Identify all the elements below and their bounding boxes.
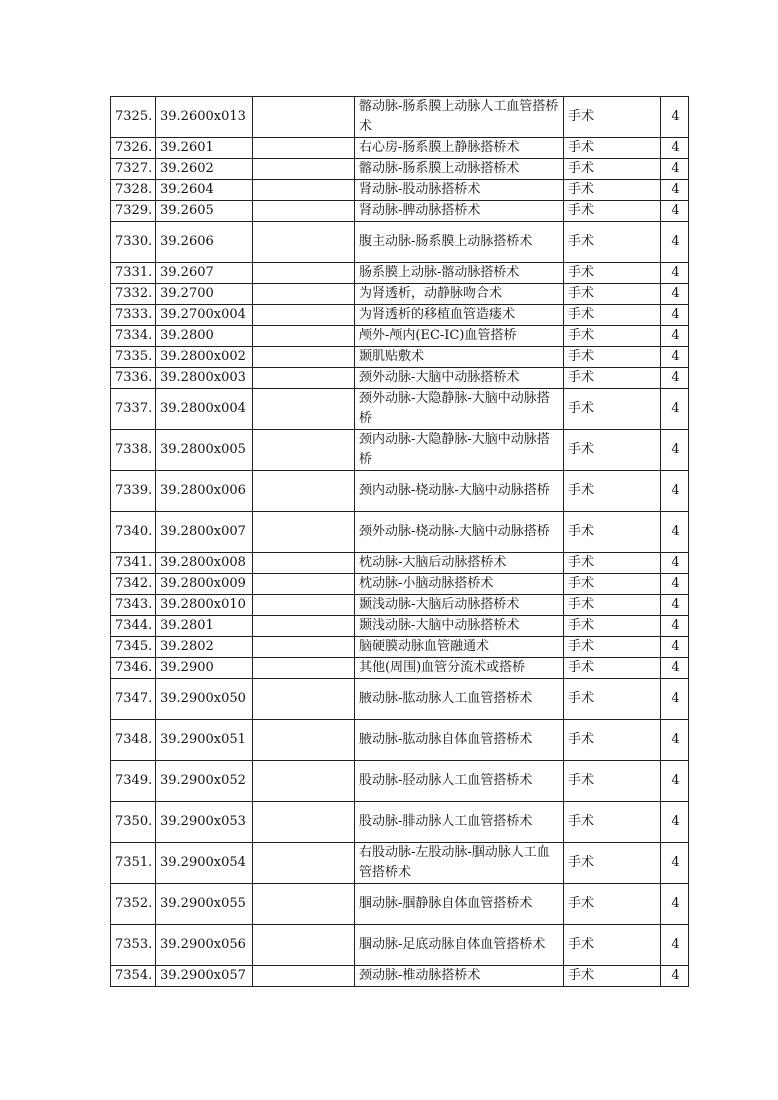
empty-cell [253, 761, 355, 802]
procedure-code: 39.2900x055 [156, 884, 253, 925]
procedure-grade: 4 [661, 97, 689, 138]
empty-cell [253, 389, 355, 430]
procedure-code: 39.2800x010 [156, 595, 253, 616]
row-number: 7331. [111, 263, 156, 284]
procedure-type: 手术 [564, 347, 661, 368]
table-row [111, 97, 689, 138]
table-row [111, 389, 689, 430]
procedure-code: 39.2900x053 [156, 802, 253, 843]
table-row [111, 138, 689, 159]
table-row [111, 201, 689, 222]
procedure-type: 手术 [564, 553, 661, 574]
procedure-grade: 4 [661, 347, 689, 368]
procedure-grade: 4 [661, 802, 689, 843]
procedure-name: 右股动脉-左股动脉-腘动脉人工血管搭桥术 [355, 843, 564, 884]
procedure-table [110, 96, 689, 987]
empty-cell [253, 430, 355, 471]
empty-cell [253, 368, 355, 389]
procedure-type: 手术 [564, 97, 661, 138]
procedure-name: 颈动脉-椎动脉搭桥术 [355, 966, 564, 987]
table-row [111, 180, 689, 201]
row-number: 7349. [111, 761, 156, 802]
procedure-grade: 4 [661, 284, 689, 305]
empty-cell [253, 637, 355, 658]
procedure-type: 手术 [564, 159, 661, 180]
procedure-grade: 4 [661, 843, 689, 884]
procedure-name: 为肾透析，动静脉吻合术 [355, 284, 564, 305]
row-number: 7340. [111, 512, 156, 553]
procedure-name: 肠系膜上动脉-髂动脉搭桥术 [355, 263, 564, 284]
procedure-grade: 4 [661, 180, 689, 201]
procedure-code: 39.2601 [156, 138, 253, 159]
table-row [111, 326, 689, 347]
procedure-type: 手术 [564, 616, 661, 637]
row-number: 7336. [111, 368, 156, 389]
procedure-code: 39.2604 [156, 180, 253, 201]
procedure-grade: 4 [661, 595, 689, 616]
row-number: 7330. [111, 222, 156, 263]
procedure-type: 手术 [564, 368, 661, 389]
procedure-code: 39.2900x056 [156, 925, 253, 966]
procedure-code: 39.2800x009 [156, 574, 253, 595]
row-number: 7354. [111, 966, 156, 987]
procedure-name: 为肾透析的移植血管造瘘术 [355, 305, 564, 326]
empty-cell [253, 180, 355, 201]
procedure-type: 手术 [564, 574, 661, 595]
table-row [111, 471, 689, 512]
procedure-code: 39.2800x006 [156, 471, 253, 512]
table-row [111, 884, 689, 925]
procedure-grade: 4 [661, 679, 689, 720]
procedure-code: 39.2700 [156, 284, 253, 305]
procedure-name: 右心房-肠系膜上静脉搭桥术 [355, 138, 564, 159]
empty-cell [253, 925, 355, 966]
procedure-type: 手术 [564, 471, 661, 512]
document-page [110, 96, 689, 987]
table-row [111, 802, 689, 843]
empty-cell [253, 159, 355, 180]
row-number: 7329. [111, 201, 156, 222]
row-number: 7350. [111, 802, 156, 843]
procedure-code: 39.2900 [156, 658, 253, 679]
procedure-type: 手术 [564, 284, 661, 305]
table-row [111, 430, 689, 471]
procedure-name: 颈外动脉-桡动脉-大脑中动脉搭桥 [355, 512, 564, 553]
procedure-grade: 4 [661, 720, 689, 761]
empty-cell [253, 720, 355, 761]
empty-cell [253, 884, 355, 925]
procedure-name: 腋动脉-肱动脉人工血管搭桥术 [355, 679, 564, 720]
procedure-code: 39.2800x005 [156, 430, 253, 471]
procedure-code: 39.2800x002 [156, 347, 253, 368]
empty-cell [253, 284, 355, 305]
procedure-grade: 4 [661, 966, 689, 987]
row-number: 7332. [111, 284, 156, 305]
row-number: 7338. [111, 430, 156, 471]
procedure-name: 腹主动脉-肠系膜上动脉搭桥术 [355, 222, 564, 263]
procedure-name: 肾动脉-股动脉搭桥术 [355, 180, 564, 201]
procedure-type: 手术 [564, 180, 661, 201]
procedure-name: 腘动脉-腘静脉自体血管搭桥术 [355, 884, 564, 925]
procedure-name: 肾动脉-脾动脉搭桥术 [355, 201, 564, 222]
procedure-type: 手术 [564, 658, 661, 679]
procedure-type: 手术 [564, 595, 661, 616]
procedure-grade: 4 [661, 658, 689, 679]
procedure-grade: 4 [661, 368, 689, 389]
procedure-type: 手术 [564, 637, 661, 658]
table-row [111, 305, 689, 326]
empty-cell [253, 305, 355, 326]
row-number: 7326. [111, 138, 156, 159]
procedure-type: 手术 [564, 679, 661, 720]
procedure-grade: 4 [661, 553, 689, 574]
procedure-type: 手术 [564, 389, 661, 430]
empty-cell [253, 966, 355, 987]
procedure-code: 39.2700x004 [156, 305, 253, 326]
procedure-code: 39.2801 [156, 616, 253, 637]
row-number: 7334. [111, 326, 156, 347]
row-number: 7351. [111, 843, 156, 884]
table-row [111, 637, 689, 658]
row-number: 7339. [111, 471, 156, 512]
procedure-grade: 4 [661, 263, 689, 284]
procedure-grade: 4 [661, 884, 689, 925]
procedure-code: 39.2900x050 [156, 679, 253, 720]
row-number: 7341. [111, 553, 156, 574]
row-number: 7353. [111, 925, 156, 966]
procedure-code: 39.2800x004 [156, 389, 253, 430]
procedure-type: 手术 [564, 263, 661, 284]
table-row [111, 574, 689, 595]
procedure-type: 手术 [564, 843, 661, 884]
table-row [111, 512, 689, 553]
procedure-name: 髂动脉-肠系膜上动脉人工血管搭桥术 [355, 97, 564, 138]
procedure-code: 39.2606 [156, 222, 253, 263]
table-row [111, 761, 689, 802]
row-number: 7346. [111, 658, 156, 679]
row-number: 7348. [111, 720, 156, 761]
procedure-type: 手术 [564, 138, 661, 159]
procedure-type: 手术 [564, 222, 661, 263]
table-row [111, 368, 689, 389]
procedure-name: 腘动脉-足底动脉自体血管搭桥术 [355, 925, 564, 966]
table-row [111, 679, 689, 720]
procedure-name: 颈内动脉-大隐静脉-大脑中动脉搭桥 [355, 430, 564, 471]
table-row [111, 159, 689, 180]
empty-cell [253, 347, 355, 368]
procedure-code: 39.2900x052 [156, 761, 253, 802]
empty-cell [253, 97, 355, 138]
row-number: 7344. [111, 616, 156, 637]
empty-cell [253, 574, 355, 595]
table-row [111, 347, 689, 368]
table-row [111, 284, 689, 305]
row-number: 7333. [111, 305, 156, 326]
procedure-code: 39.2900x054 [156, 843, 253, 884]
table-row [111, 843, 689, 884]
procedure-code: 39.2800x008 [156, 553, 253, 574]
procedure-name: 颈外动脉-大隐静脉-大脑中动脉搭桥 [355, 389, 564, 430]
procedure-grade: 4 [661, 512, 689, 553]
procedure-grade: 4 [661, 616, 689, 637]
procedure-grade: 4 [661, 925, 689, 966]
procedure-code: 39.2602 [156, 159, 253, 180]
procedure-type: 手术 [564, 305, 661, 326]
procedure-name: 颞浅动脉-大脑中动脉搭桥术 [355, 616, 564, 637]
row-number: 7328. [111, 180, 156, 201]
procedure-grade: 4 [661, 761, 689, 802]
procedure-type: 手术 [564, 512, 661, 553]
procedure-name: 颅外-颅内(EC-IC)血管搭桥 [355, 326, 564, 347]
procedure-name: 颞肌贴敷术 [355, 347, 564, 368]
procedure-type: 手术 [564, 884, 661, 925]
row-number: 7335. [111, 347, 156, 368]
procedure-type: 手术 [564, 925, 661, 966]
procedure-grade: 4 [661, 201, 689, 222]
empty-cell [253, 843, 355, 884]
empty-cell [253, 679, 355, 720]
empty-cell [253, 138, 355, 159]
procedure-type: 手术 [564, 326, 661, 347]
row-number: 7337. [111, 389, 156, 430]
table-row [111, 595, 689, 616]
procedure-code: 39.2605 [156, 201, 253, 222]
table-row [111, 966, 689, 987]
procedure-name: 脑硬膜动脉血管融通术 [355, 637, 564, 658]
empty-cell [253, 595, 355, 616]
empty-cell [253, 471, 355, 512]
procedure-type: 手术 [564, 966, 661, 987]
procedure-code: 39.2607 [156, 263, 253, 284]
procedure-code: 39.2800x007 [156, 512, 253, 553]
empty-cell [253, 222, 355, 263]
procedure-code: 39.2900x051 [156, 720, 253, 761]
empty-cell [253, 616, 355, 637]
procedure-type: 手术 [564, 720, 661, 761]
procedure-code: 39.2600x013 [156, 97, 253, 138]
empty-cell [253, 802, 355, 843]
procedure-grade: 4 [661, 430, 689, 471]
empty-cell [253, 263, 355, 284]
table-row [111, 553, 689, 574]
procedure-code: 39.2800x003 [156, 368, 253, 389]
procedure-name: 颈外动脉-大脑中动脉搭桥术 [355, 368, 564, 389]
row-number: 7352. [111, 884, 156, 925]
row-number: 7347. [111, 679, 156, 720]
procedure-type: 手术 [564, 802, 661, 843]
table-row [111, 925, 689, 966]
table-row [111, 658, 689, 679]
empty-cell [253, 658, 355, 679]
procedure-name: 腋动脉-肱动脉自体血管搭桥术 [355, 720, 564, 761]
empty-cell [253, 512, 355, 553]
table-row [111, 616, 689, 637]
procedure-grade: 4 [661, 471, 689, 512]
row-number: 7327. [111, 159, 156, 180]
procedure-grade: 4 [661, 305, 689, 326]
row-number: 7342. [111, 574, 156, 595]
procedure-grade: 4 [661, 159, 689, 180]
procedure-name: 髂动脉-肠系膜上动脉搭桥术 [355, 159, 564, 180]
procedure-table-body [111, 97, 689, 987]
procedure-code: 39.2800 [156, 326, 253, 347]
table-row [111, 222, 689, 263]
procedure-name: 颈内动脉-桡动脉-大脑中动脉搭桥 [355, 471, 564, 512]
table-row [111, 720, 689, 761]
procedure-type: 手术 [564, 430, 661, 471]
row-number: 7345. [111, 637, 156, 658]
empty-cell [253, 326, 355, 347]
procedure-name: 枕动脉-大脑后动脉搭桥术 [355, 553, 564, 574]
procedure-type: 手术 [564, 761, 661, 802]
empty-cell [253, 553, 355, 574]
row-number: 7343. [111, 595, 156, 616]
procedure-name: 颞浅动脉-大脑后动脉搭桥术 [355, 595, 564, 616]
procedure-name: 其他(周围)血管分流术或搭桥 [355, 658, 564, 679]
procedure-name: 股动脉-腓动脉人工血管搭桥术 [355, 802, 564, 843]
procedure-type: 手术 [564, 201, 661, 222]
row-number: 7325. [111, 97, 156, 138]
table-row [111, 263, 689, 284]
procedure-grade: 4 [661, 326, 689, 347]
procedure-grade: 4 [661, 138, 689, 159]
procedure-code: 39.2900x057 [156, 966, 253, 987]
procedure-name: 股动脉-胫动脉人工血管搭桥术 [355, 761, 564, 802]
procedure-grade: 4 [661, 637, 689, 658]
procedure-grade: 4 [661, 574, 689, 595]
procedure-grade: 4 [661, 389, 689, 430]
procedure-code: 39.2802 [156, 637, 253, 658]
procedure-name: 枕动脉-小脑动脉搭桥术 [355, 574, 564, 595]
empty-cell [253, 201, 355, 222]
procedure-grade: 4 [661, 222, 689, 263]
